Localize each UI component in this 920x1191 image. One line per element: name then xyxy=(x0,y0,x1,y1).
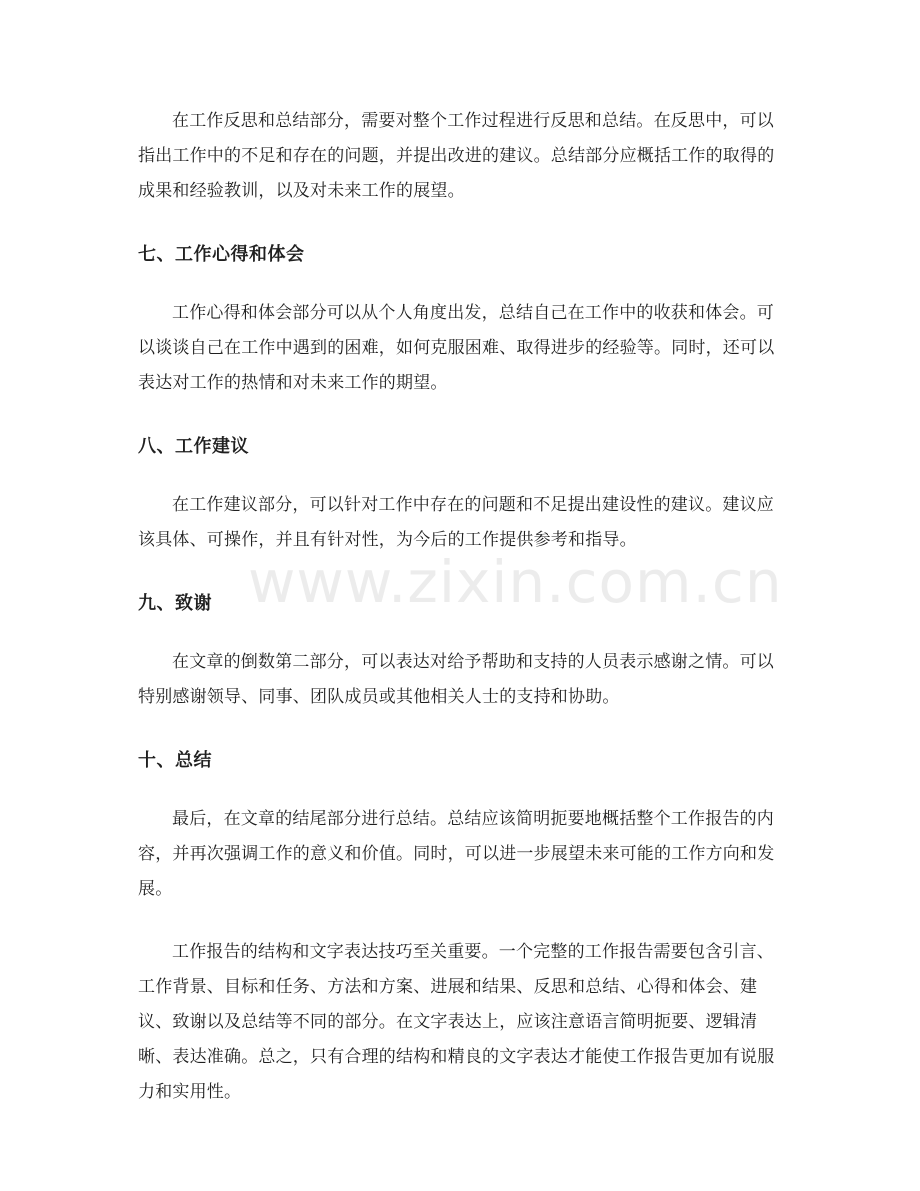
section-8-heading: 八、工作建议 xyxy=(138,436,249,457)
closing-paragraph: 工作报告的结构和文字表达技巧至关重要。一个完整的工作报告需要包含引言、工作背景、目标和任务、方法和方案、进展和结果、反思和总结、心得和体会、建议、致谢以及总结等不同的部分。在文字表达上，应该注意语言简明扼要、逻辑清晰、表达准确。总之，只有合理的结构和精良的文字表达才能使工作报告更加有说服力和实用性。 xyxy=(138,942,775,1102)
section-9-heading: 九、致谢 xyxy=(138,593,212,614)
section-7-heading: 七、工作心得和体会 xyxy=(138,244,305,265)
reflection-paragraph: 在工作反思和总结部分，需要对整个工作过程进行反思和总结。在反思中，可以指出工作中的不足和存在的问题，并提出改进的建议。总结部分应概括工作的取得的成果和经验教训，以及对未来工作的展望。 xyxy=(138,111,775,201)
section-10-paragraph: 最后，在文章的结尾部分进行总结。总结应该简明扼要地概括整个工作报告的内容，并再次强调工作的意义和价值。同时，可以进一步展望未来可能的工作方向和发展。 xyxy=(138,809,775,899)
section-7-paragraph: 工作心得和体会部分可以从个人角度出发，总结自己在工作中的收获和体会。可以谈谈自己在工作中遇到的困难，如何克服困难、取得进步的经验等。同时，还可以表达对工作的热情和对未来工作的期望。 xyxy=(138,303,775,393)
section-8-paragraph: 在工作建议部分，可以针对工作中存在的问题和不足提出建设性的建议。建议应该具体、可操作，并且有针对性，为今后的工作提供参考和指导。 xyxy=(138,495,774,550)
section-10-heading: 十、总结 xyxy=(138,750,212,771)
section-9-paragraph: 在文章的倒数第二部分，可以表达对给予帮助和支持的人员表示感谢之情。可以特别感谢领导、同事、团队成员或其他相关人士的支持和协助。 xyxy=(138,652,774,707)
watermark: www.zixin.com.cn xyxy=(248,548,783,616)
